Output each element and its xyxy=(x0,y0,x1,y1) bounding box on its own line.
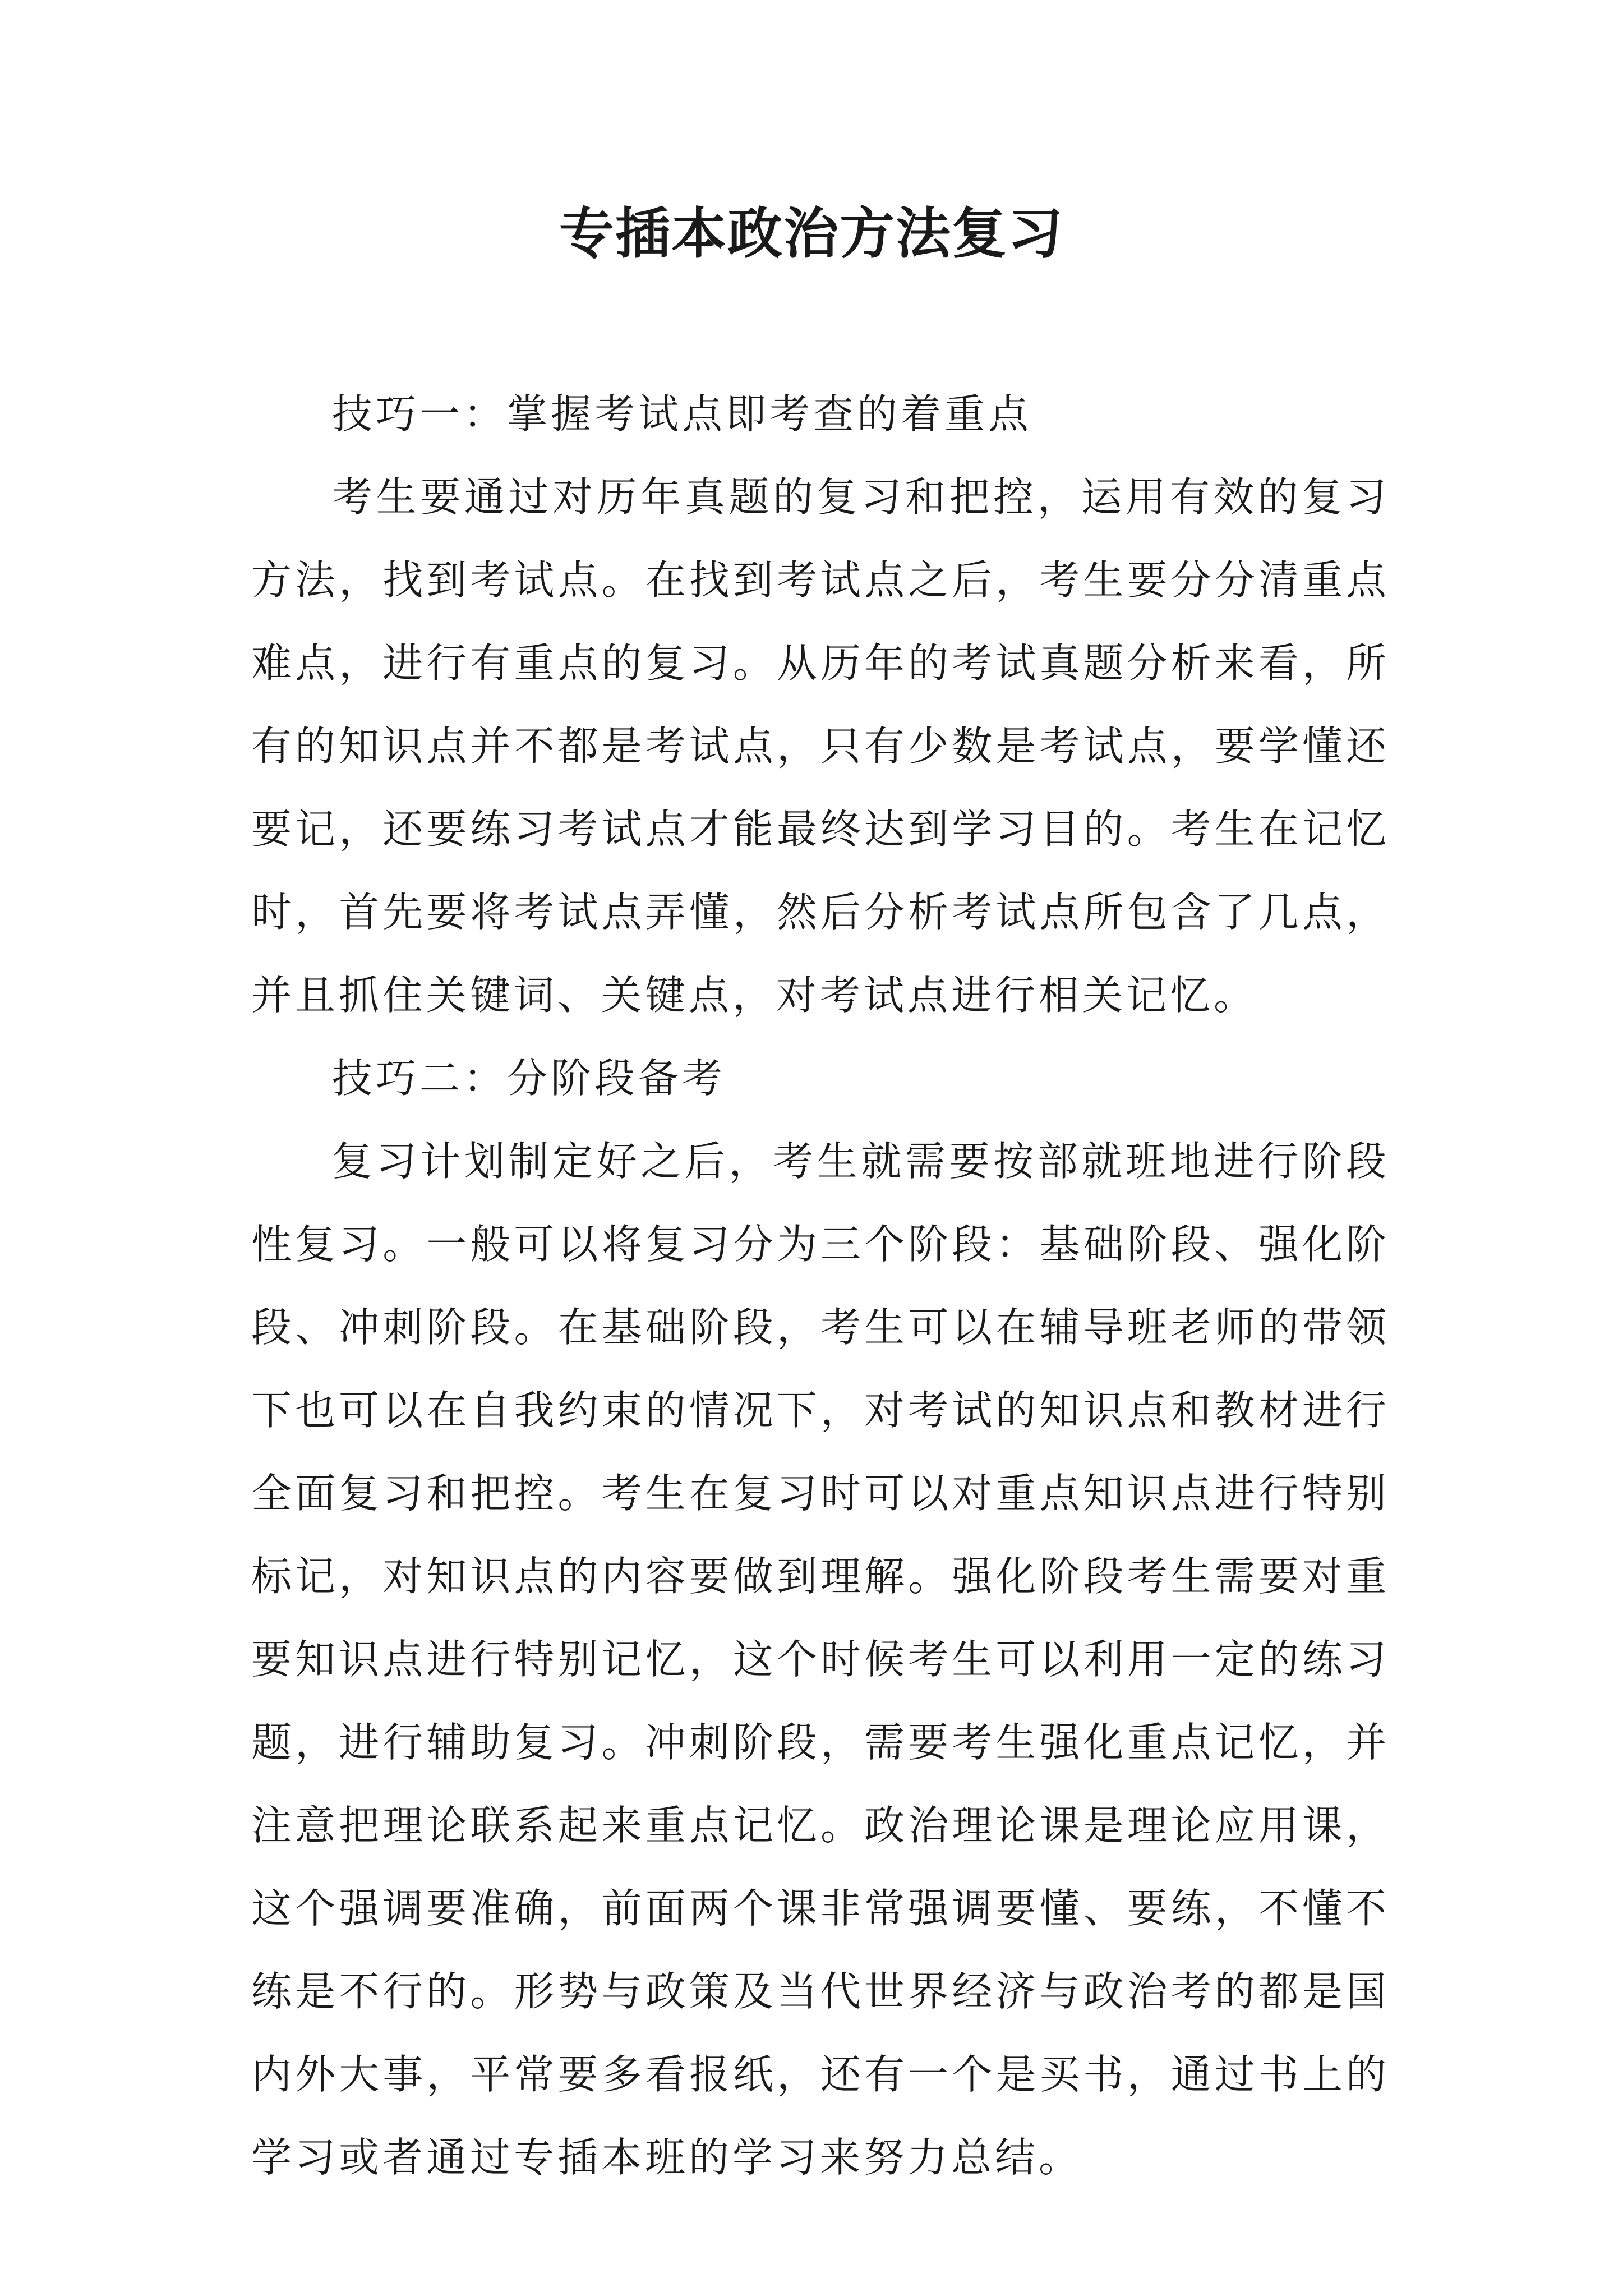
body-paragraph: 考生要通过对历年真题的复习和把控，运用有效的复习方法，找到考试点。在找到考试点之后，考生要分分清重点难点，进行有重点的复习。从历年的考试真题分析来看，所有的知识点并不都是考试点，只有少数是考试点，要学懂还要记，还要练习考试点才能最终达到学习目的。考生在记忆时，首先要将考试点弄懂，然后分析考试点所包含了几点，并且抓住关键词、关键点，对考试点进行相关记忆。 xyxy=(251,473,1390,1019)
document-title: 专插本政治方法复习 xyxy=(559,201,1064,266)
document-body xyxy=(251,372,1390,2199)
section-heading-tip-1: 技巧一：掌握考试点即考查的着重点 xyxy=(332,390,1032,438)
section-heading-tip-2: 技巧二：分阶段备考 xyxy=(332,1055,726,1102)
body-paragraph: 复习计划制定好之后，考生就需要按部就班地进行阶段性复习。一般可以将复习分为三个阶段：基础阶段、强化阶段、冲刺阶段。在基础阶段，考生可以在辅导班老师的带领下也可以在自我约束的情况下，对考试的知识点和教材进行全面复习和把控。考生在复习时可以对重点知识点进行特别标记，对知识点的内容要做到理解。强化阶段考生需要对重要知识点进行特别记忆，这个时候考生可以利用一定的练习题，进行辅助复习。冲刺阶段，需要考生强化重点记忆，并注意把理论联系起来重点记忆。政治理论课是理论应用课，这个强调要准确，前面两个课非常强调要懂、要练，不懂不练是不行的。形势与政策及当代世界经济与政治考的都是国内外大事，平常要多看报纸，还有一个是买书，通过书上的学习或者通过专插本班的学习来努力总结。 xyxy=(251,1138,1390,2181)
